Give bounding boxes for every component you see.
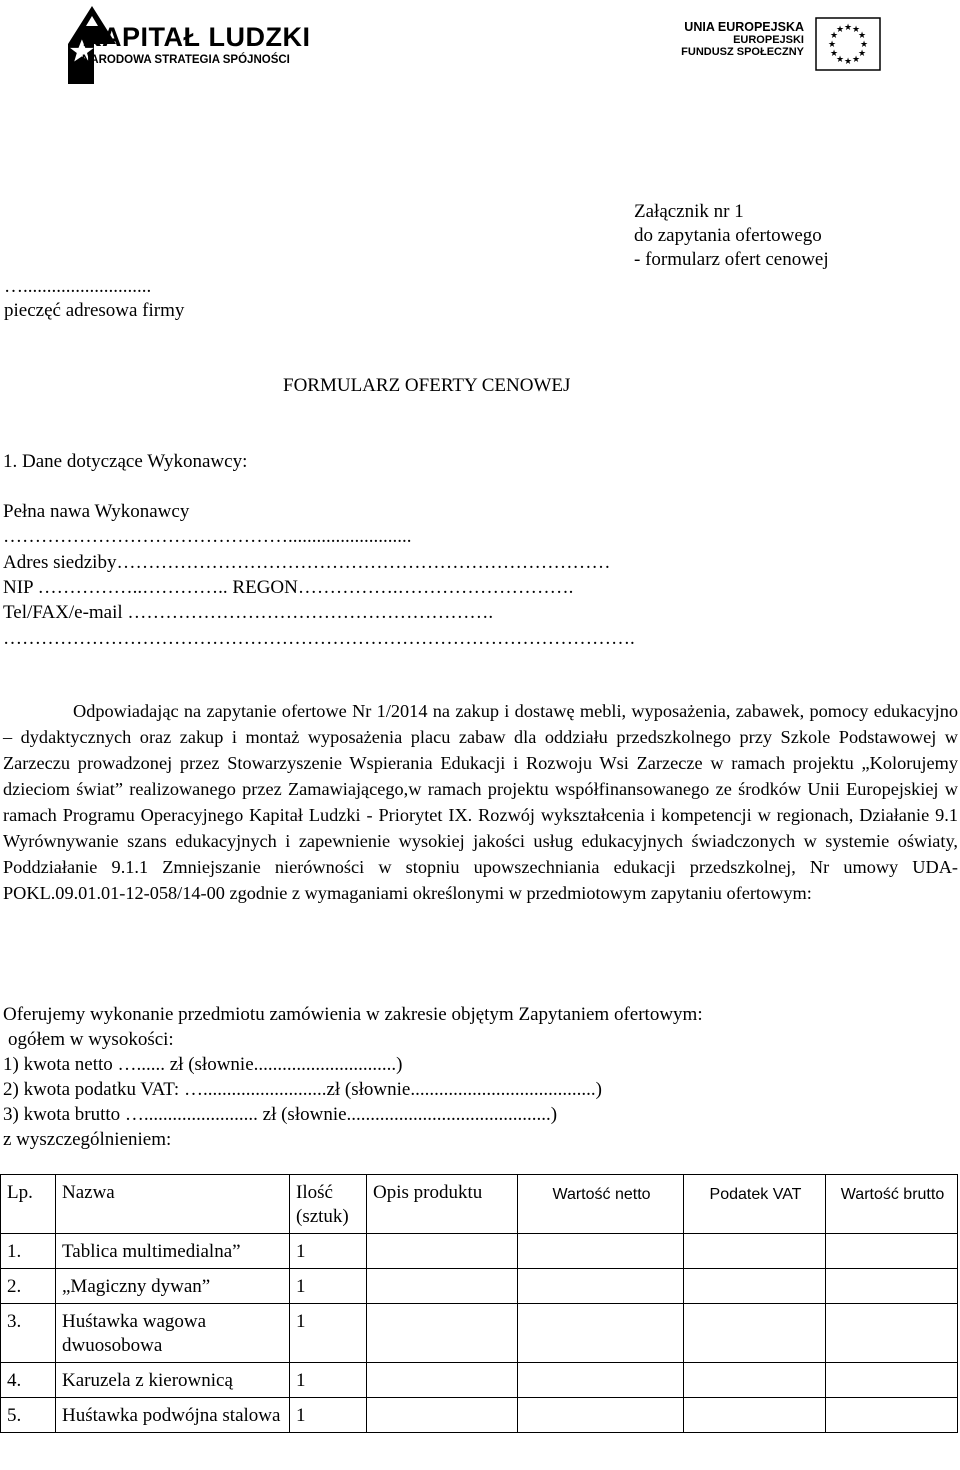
cell-opis <box>367 1269 518 1304</box>
stamp-label: pieczęć adresowa firmy <box>4 300 185 321</box>
cell-wartosc-netto <box>518 1363 684 1398</box>
offer-detail-label: z wyszczególnieniem: <box>3 1129 172 1150</box>
attachment-line1: Załącznik nr 1 <box>634 201 744 222</box>
eu-logo-line1: UNIA EUROPEJSKA <box>684 20 804 34</box>
svg-text:★: ★ <box>843 23 853 33</box>
cell-ilosc: 1 <box>290 1234 367 1269</box>
cell-podatek-vat <box>684 1234 826 1269</box>
cell-nazwa: „Magiczny dywan” <box>56 1269 290 1304</box>
table-row <box>1 1304 958 1363</box>
header-lp: Lp. <box>1 1175 56 1234</box>
svg-text:★: ★ <box>835 55 845 65</box>
cell-ilosc: 1 <box>290 1398 367 1433</box>
table-row <box>1 1269 958 1304</box>
header-podatek-vat: Podatek VAT <box>684 1175 826 1234</box>
cell-podatek-vat <box>684 1304 826 1363</box>
header-opis: Opis produktu <box>367 1175 518 1234</box>
contact-field: Tel/FAX/e-mail …………………………………………………. <box>3 602 494 623</box>
form-title: FORMULARZ OFERTY CENOWEJ <box>283 375 571 396</box>
cell-nazwa: Karuzela z kierownicą <box>56 1363 290 1398</box>
header-nazwa: Nazwa <box>56 1175 290 1234</box>
svg-text:★: ★ <box>829 49 839 59</box>
offer-intro: Oferujemy wykonanie przedmiotu zamówienia w zakresie objętym Zapytaniem ofertowym: <box>3 1004 703 1025</box>
table-row <box>1 1234 958 1269</box>
cell-ilosc: 1 <box>290 1269 367 1304</box>
header-ilosc: Ilość (sztuk) <box>290 1175 367 1234</box>
svg-text:★: ★ <box>843 57 853 67</box>
svg-text:★: ★ <box>857 31 867 41</box>
cell-wartosc-netto <box>518 1304 684 1363</box>
cell-wartosc-brutto <box>826 1398 958 1433</box>
svg-text:★: ★ <box>859 40 869 50</box>
kapital-ludzki-subtitle: NARODOWA STRATEGIA SPÓJNOŚCI <box>82 54 290 66</box>
cell-nazwa: Huśtawka podwójna stalowa <box>56 1398 290 1433</box>
svg-text:★: ★ <box>835 25 845 35</box>
cell-wartosc-brutto <box>826 1269 958 1304</box>
cell-wartosc-netto <box>518 1398 684 1433</box>
kapital-ludzki-title: KAPITAŁ LUDZKI <box>82 22 311 52</box>
attachment-note <box>634 200 829 272</box>
address-field: Adres siedziby…………………………………………………………………… <box>3 552 611 573</box>
cell-lp: 2. <box>1 1269 56 1304</box>
svg-text:★: ★ <box>829 31 839 41</box>
contact-field-continued: ………………………………………………………………………………………. <box>3 628 635 649</box>
cell-wartosc-netto <box>518 1269 684 1304</box>
full-name-label: Pełna nawa Wykonawcy <box>3 501 190 522</box>
cell-opis <box>367 1398 518 1433</box>
cell-wartosc-brutto <box>826 1304 958 1363</box>
attachment-line2: do zapytania ofertowego <box>634 225 822 246</box>
eu-logo-line2: EUROPEJSKI <box>733 34 804 46</box>
cell-wartosc-brutto <box>826 1234 958 1269</box>
table-header-row <box>1 1175 958 1234</box>
svg-text:★: ★ <box>851 25 861 35</box>
offer-vat-amount: 2) kwota podatku VAT: …..........................zł (słownie.......................................) <box>3 1079 602 1100</box>
full-name-field: ……………………………………….......................... <box>3 526 412 547</box>
nip-regon-field: NIP ……………..………….. REGON…………….………………………. <box>3 577 574 598</box>
cell-opis <box>367 1363 518 1398</box>
cell-lp: 3. <box>1 1304 56 1363</box>
eu-logo-text <box>676 20 804 58</box>
table-row <box>1 1363 958 1398</box>
svg-text:★: ★ <box>857 49 867 59</box>
eu-logo-line3: FUNDUSZ SPOŁECZNY <box>681 46 804 58</box>
cell-podatek-vat <box>684 1269 826 1304</box>
items-table <box>0 1174 958 1433</box>
cell-lp: 5. <box>1 1398 56 1433</box>
section1-heading: 1. Dane dotyczące Wykonawcy: <box>3 451 248 472</box>
cell-lp: 4. <box>1 1363 56 1398</box>
cell-opis <box>367 1304 518 1363</box>
cell-nazwa: Tablica multimedialna” <box>56 1234 290 1269</box>
offer-gross-amount: 3) kwota brutto …........................ zł (słownie...........................................) <box>3 1104 558 1125</box>
offer-total-label: ogółem w wysokości: <box>8 1029 174 1050</box>
header-wartosc-netto: Wartość netto <box>518 1175 684 1234</box>
svg-text:★: ★ <box>827 40 837 50</box>
cell-nazwa: Huśtawka wagowa dwuosobowa <box>56 1304 290 1363</box>
offer-net-amount: 1) kwota netto …...... zł (słownie..............................) <box>3 1054 403 1075</box>
table-row <box>1 1398 958 1433</box>
cell-wartosc-netto <box>518 1234 684 1269</box>
cell-opis <box>367 1234 518 1269</box>
cell-lp: 1. <box>1 1234 56 1269</box>
cell-wartosc-brutto <box>826 1363 958 1398</box>
cell-ilosc: 1 <box>290 1304 367 1363</box>
cell-ilosc: 1 <box>290 1363 367 1398</box>
header-wartosc-brutto: Wartość brutto <box>826 1175 958 1234</box>
attachment-line3: - formularz ofert cenowej <box>634 249 829 270</box>
stamp-dots: …........................... <box>4 276 152 297</box>
cell-podatek-vat <box>684 1398 826 1433</box>
cell-podatek-vat <box>684 1363 826 1398</box>
svg-text:★: ★ <box>851 55 861 65</box>
offer-paragraph: Odpowiadając na zapytanie ofertowe Nr 1/2014 na zakup i dostawę mebli, wyposażenia, zabawek, pomocy edukacyjno – dydaktycznych oraz zakup i montaż wyposażenia placu zabaw dla oddziału przedszkolnego przy Szkole Podstawowej w Zarzeczu prowadzonej przez Stowarzyszenie Wspierania Edukacji i Rozwoju Wsi Zarzecze w ramach projektu „Kolorujemy dzieciom świat” realizowanego przez Zamawiającego,w ramach projektu współfinansowanego ze środków Unii Europejskiej w ramach Programu Operacyjnego Kapitał Ludzki - Priorytet IX. Rozwój wykształcenia i kompetencji w regionach, Działanie 9.1 Wyrównywanie szans edukacyjnych i zapewnienie wysokiej jakości usług edukacyjnych świadczonych w systemie oświaty, Poddziałanie 9.1.1 Zmniejszanie nierówności w stopniu upowszechniania edukacji przedszkolnej, Nr umowy UDA-POKL.09.01.01-12-058/14-00 zgodnie z wymaganiami określonymi w przedmiotowym zapytaniu ofertowym: <box>3 701 958 903</box>
eu-flag-icon <box>815 17 881 71</box>
